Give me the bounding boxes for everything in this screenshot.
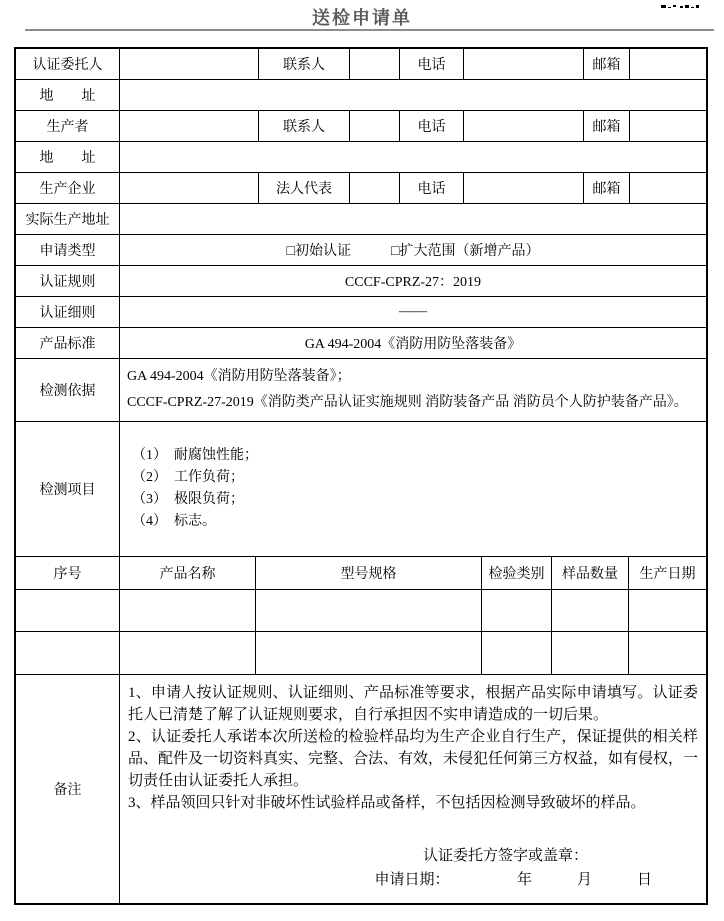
signature-label[interactable]: 认证委托方签字或盖章： xyxy=(422,848,588,864)
sample-quantity-field[interactable] xyxy=(552,632,629,674)
manufacturer-label: 生产企业 xyxy=(16,173,120,203)
applicant-address-row xyxy=(16,80,706,111)
remark-content xyxy=(120,675,706,903)
test-basis-line: GA 494-2004《消防用防坠落装备》； xyxy=(127,369,351,384)
applicant-email-field[interactable] xyxy=(630,49,706,79)
producer-email-field[interactable] xyxy=(630,111,706,141)
certification-detail-label: 认证细则 xyxy=(16,297,120,327)
checkbox-initial-certification[interactable]: □初始认证 xyxy=(286,244,351,259)
inspection-type-field[interactable] xyxy=(482,632,552,674)
header-production-date: 生产日期 xyxy=(639,567,696,582)
sample-quantity-field[interactable] xyxy=(552,590,629,631)
certification-detail-value: —— xyxy=(399,304,427,319)
remark-label: 备注 xyxy=(16,675,120,903)
header-model-spec: 型号规格 xyxy=(256,557,482,589)
manufacturer-email-label: 邮箱 xyxy=(584,173,630,203)
remark-paragraph: 1、申请人按认证规则、认证细则、产品标准等要求，根据产品实际申请填写。认证委托人已清楚了解了认证规则要求，自行承担因不实申请造成的一切后果。 xyxy=(128,685,698,723)
remark-row xyxy=(16,675,706,903)
producer-email-label: 邮箱 xyxy=(584,111,630,141)
production-date-field[interactable] xyxy=(629,632,706,674)
checkbox-expand-scope[interactable]: □扩大范围（新增产品） xyxy=(391,244,540,259)
producer-row xyxy=(16,111,706,142)
certification-detail-row xyxy=(16,297,706,328)
producer-address-field[interactable] xyxy=(120,142,706,172)
manufacturer-row xyxy=(16,173,706,204)
test-item-line: （3） 极限负荷； xyxy=(132,492,244,507)
product-name-field[interactable] xyxy=(120,632,256,674)
producer-name-field[interactable] xyxy=(120,111,259,141)
product-table-row xyxy=(16,632,706,675)
remark-paragraph: 2、认证委托人承诺本次所送检的检验样品均为生产企业自行生产，保证提供的相关样品、配件及一切资料真实、完整、合法、有效，未侵犯任何第三方权益，如有侵权，一切责任由认证委托人承担。 xyxy=(128,729,699,789)
manufacturer-legal-rep-field[interactable] xyxy=(350,173,400,203)
page-title: 送检申请单 xyxy=(312,8,412,28)
product-standard-row xyxy=(16,328,706,359)
header-product-name: 产品名称 xyxy=(120,557,256,589)
producer-phone-label: 电话 xyxy=(400,111,464,141)
header-serial-number: 序号 xyxy=(16,557,120,589)
applicant-address-field[interactable] xyxy=(120,80,706,110)
inspection-type-field[interactable] xyxy=(482,590,552,631)
applicant-label: 认证委托人 xyxy=(16,49,120,79)
header-inspection-type: 检验类别 xyxy=(482,557,552,589)
applicant-phone-label: 电话 xyxy=(400,49,464,79)
applicant-contact-field[interactable] xyxy=(350,49,400,79)
producer-label: 生产者 xyxy=(16,111,120,141)
test-item-line: （4） 标志。 xyxy=(132,514,216,529)
application-type-label: 申请类型 xyxy=(16,235,120,265)
product-name-field[interactable] xyxy=(120,590,256,631)
test-basis-label: 检测依据 xyxy=(16,359,120,421)
producer-contact-label: 联系人 xyxy=(259,111,350,141)
manufacturer-name-field[interactable] xyxy=(120,173,259,203)
manufacturer-phone-label: 电话 xyxy=(400,173,464,203)
manufacturer-legal-rep-label: 法人代表 xyxy=(259,173,350,203)
applicant-phone-field[interactable] xyxy=(464,49,584,79)
test-item-line: （1） 耐腐蚀性能； xyxy=(132,448,258,463)
signature-block xyxy=(128,845,698,891)
qr-code-fragment-icon xyxy=(661,0,703,8)
applicant-email-label: 邮箱 xyxy=(584,49,630,79)
product-standard-value: GA 494-2004《消防用防坠落装备》 xyxy=(304,337,522,352)
certification-rule-row xyxy=(16,266,706,297)
actual-address-field[interactable] xyxy=(120,204,706,234)
test-basis-line: CCCF-CPRZ-27-2019《消防类产品认证实施规则 消防装备产品 消防员个人防护装备产品》。 xyxy=(127,395,688,410)
product-table-header-row xyxy=(16,557,706,590)
test-basis-row xyxy=(16,359,706,422)
serial-number-field[interactable] xyxy=(16,632,120,674)
certification-rule-value: CCCF-CPRZ-27：2019 xyxy=(344,275,482,290)
applicant-contact-label: 联系人 xyxy=(259,49,350,79)
application-type-options xyxy=(120,235,706,265)
remark-paragraph: 3、样品领回只针对非破坏性试验样品或备样，不包括因检测导致破坏的样品。 xyxy=(128,795,646,811)
product-table-row xyxy=(16,590,706,632)
test-items-row xyxy=(16,422,706,557)
application-date-label[interactable]: 申请日期： 年 月 日 xyxy=(374,872,652,888)
model-spec-field[interactable] xyxy=(256,590,482,631)
test-items-value xyxy=(120,422,706,556)
manufacturer-phone-field[interactable] xyxy=(464,173,584,203)
application-type-row xyxy=(16,235,706,266)
manufacturer-email-field[interactable] xyxy=(630,173,706,203)
actual-address-row xyxy=(16,204,706,235)
test-items-label: 检测项目 xyxy=(16,422,120,556)
certification-rule-label: 认证规则 xyxy=(16,266,120,296)
test-basis-value xyxy=(120,359,706,421)
serial-number-field[interactable] xyxy=(16,590,120,631)
production-date-field[interactable] xyxy=(629,590,706,631)
product-standard-label: 产品标准 xyxy=(16,328,120,358)
actual-address-label: 实际生产地址 xyxy=(16,204,120,234)
producer-address-label: 地 址 xyxy=(16,142,120,172)
producer-contact-field[interactable] xyxy=(350,111,400,141)
application-form-table xyxy=(14,47,708,905)
title-divider xyxy=(25,29,714,31)
model-spec-field[interactable] xyxy=(256,632,482,674)
producer-phone-field[interactable] xyxy=(464,111,584,141)
applicant-name-field[interactable] xyxy=(120,49,259,79)
producer-address-row xyxy=(16,142,706,173)
applicant-row xyxy=(16,49,706,80)
header-sample-quantity: 样品数量 xyxy=(552,557,629,589)
applicant-address-label: 地 址 xyxy=(16,80,120,110)
test-item-line: （2） 工作负荷； xyxy=(132,470,244,485)
